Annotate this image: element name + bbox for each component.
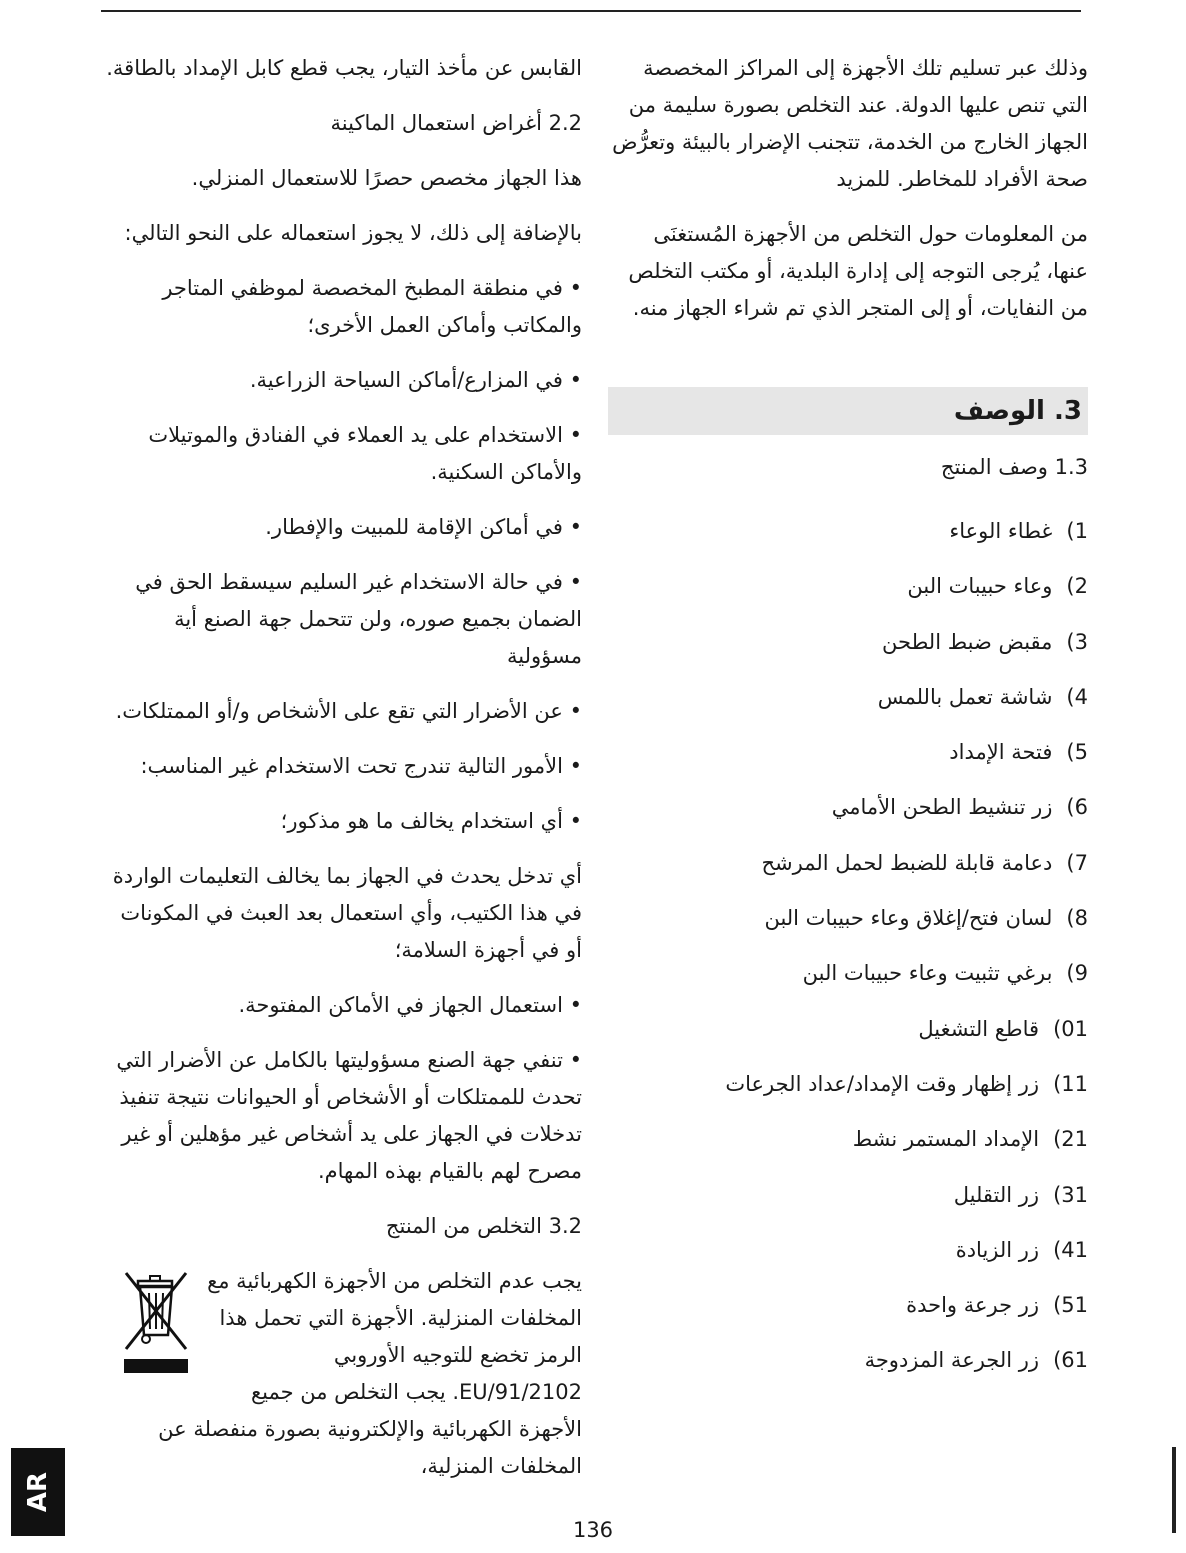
component-number: 21): [1053, 1127, 1088, 1152]
page-number: 136: [572, 1518, 614, 1542]
component-item: [608, 1112, 1088, 1167]
left-paragraph: هذا الجهاز مخصص حصرًا للاستعمال المنزلي.: [191, 166, 582, 190]
disposal-text: يجب عدم التخلص من الأجهزة الكهربائية مع المخلفات المنزلية. الأجهزة التي تحمل هذا الرمز تخضع للتوجيه الأوروبي EU/91/2102. يجب التخلص من جميع الأجهزة الكهربائية والإلكترونية بصورة منفصلة عن المخلفات المنزلية،: [158, 1269, 582, 1478]
left-paragraph: • استعمال الجهاز في الأماكن المفتوحة.: [238, 993, 582, 1017]
component-label: زر جرعة واحدة: [906, 1293, 1040, 1318]
component-number: 01): [1053, 1016, 1088, 1041]
component-label: برغي تثبيت وعاء حبيبات البن: [802, 961, 1053, 986]
component-item: [608, 504, 1088, 559]
component-number: 1): [1066, 519, 1088, 543]
left-paragraph: 2.2 أغراض استعمال الماكينة: [330, 111, 582, 135]
component-item: [608, 780, 1088, 835]
component-item: [608, 1057, 1088, 1112]
component-number: 51): [1053, 1293, 1088, 1318]
left-paragraph: • الاستخدام على يد العملاء في الفنادق والموتيلات والأماكن السكنية.: [148, 423, 582, 484]
component-item: [608, 559, 1088, 614]
left-paragraphs: [100, 50, 582, 1245]
left-paragraph: • الأمور التالية تندرج تحت الاستخدام غير المناسب:: [140, 754, 582, 778]
component-item: [608, 670, 1088, 725]
top-rule: [101, 10, 1081, 12]
left-paragraph: • تنفي جهة الصنع مسؤوليتها بالكامل عن الأضرار التي تحدث للممتلكات أو الأشخاص أو الحيوانات نتيجة تنفيذ تدخلات في الجهاز على يد أشخاص غير مؤهلين أو غير مصرح لهم بالقيام بهذه المهام.: [116, 1048, 582, 1183]
component-item: [608, 1002, 1088, 1057]
subsection-title-product-description: 1.3 وصف المنتج: [940, 455, 1088, 479]
left-paragraph: القابس عن مأخذ التيار، يجب قطع كابل الإمداد بالطاقة.: [106, 56, 582, 80]
component-label: الإمداد المستمر نشط: [852, 1127, 1040, 1152]
right-column: [608, 50, 1088, 1389]
component-number: 31): [1053, 1182, 1088, 1207]
crossed-out-wheelie-bin-icon: [118, 1269, 194, 1377]
left-paragraph: • في أماكن الإقامة للمبيت والإفطار.: [265, 515, 582, 539]
component-item: [608, 946, 1088, 1001]
info-paragraph: من المعلومات حول التخلص من الأجهزة المُستغنَى عنها، يُرجى التوجه إلى إدارة البلدية، أو مكتب التخلص من النفايات، أو إلى المتجر الذي تم شراء الجهاز منه.: [628, 222, 1088, 320]
component-item: [608, 1223, 1088, 1278]
component-list: [608, 504, 1088, 1389]
component-number: 11): [1053, 1071, 1088, 1096]
component-number: 2): [1066, 574, 1088, 599]
component-number: 41): [1053, 1237, 1088, 1262]
left-paragraph: 3.2 التخلص من المنتج: [385, 1214, 582, 1238]
component-number: 61): [1053, 1348, 1088, 1373]
component-label: مقبض ضبط الطحن: [882, 629, 1053, 654]
language-tab-label: AR: [23, 1471, 53, 1513]
component-item: [608, 1168, 1088, 1223]
component-label: وعاء حبيبات البن: [907, 574, 1053, 599]
component-label: زر التقليل: [953, 1182, 1040, 1207]
component-item: [608, 836, 1088, 891]
component-label: زر الجرعة المزدوجة: [864, 1348, 1040, 1373]
component-label: دعامة قابلة للضبط لحمل المرشح: [761, 850, 1053, 875]
left-column: [100, 50, 582, 1503]
left-paragraph: • أي استخدام يخالف ما هو مذكور؛: [280, 809, 582, 833]
component-label: زر تنشيط الطحن الأمامي: [831, 795, 1053, 820]
left-paragraph: أي تدخل يحدث في الجهاز بما يخالف التعليمات الواردة في هذا الكتيب، وأي استعمال بعد العبث في المكونات أو في أجهزة السلامة؛: [112, 864, 582, 962]
component-number: 5): [1066, 740, 1088, 765]
component-label: قاطع التشغيل: [918, 1016, 1040, 1041]
component-number: 8): [1066, 906, 1088, 931]
disposal-block: [100, 1263, 582, 1485]
left-paragraph: بالإضافة إلى ذلك، لا يجوز استعماله على النحو التالي:: [124, 221, 582, 245]
component-label: شاشة تعمل باللمس: [877, 684, 1053, 709]
component-number: 6): [1066, 795, 1088, 820]
intro-paragraph: وذلك عبر تسليم تلك الأجهزة إلى المراكز المخصصة التي تنص عليها الدولة. عند التخلص بصورة سليمة من الجهاز الخارج من الخدمة، تتجنب الإضرار بالبيئة وتعرُّض صحة الأفراد للمخاطر. للمزيد: [612, 56, 1088, 191]
component-label: غطاء الوعاء: [949, 519, 1053, 543]
component-number: 9): [1066, 961, 1088, 986]
component-number: 3): [1066, 629, 1088, 654]
component-item: [608, 1278, 1088, 1333]
component-label: لسان فتح/إغلاق وعاء حبيبات البن: [764, 906, 1053, 931]
component-item: [608, 1333, 1088, 1388]
left-paragraph: • عن الأضرار التي تقع على الأشخاص و/أو الممتلكات.: [115, 699, 582, 723]
left-paragraph: • في المزارع/أماكن السياحة الزراعية.: [249, 368, 582, 392]
component-item: [608, 725, 1088, 780]
component-label: فتحة الإمداد: [949, 740, 1053, 765]
component-number: 7): [1066, 850, 1088, 875]
component-item: [608, 615, 1088, 670]
component-item: [608, 891, 1088, 946]
component-number: 4): [1066, 684, 1088, 709]
left-paragraph: • في حالة الاستخدام غير السليم سيسقط الحق في الضمان بجميع صوره، ولن تتحمل جهة الصنع أية مسؤولية: [135, 570, 582, 668]
component-label: زر الزيادة: [955, 1237, 1040, 1262]
left-paragraph: • في منطقة المطبخ المخصصة لموظفي المتاجر والمكاتب وأماكن العمل الأخرى؛: [162, 276, 582, 337]
section-heading-description: 3. الوصف: [608, 387, 1088, 435]
component-label: زر إظهار وقت الإمداد/عداد الجرعات: [725, 1071, 1040, 1096]
